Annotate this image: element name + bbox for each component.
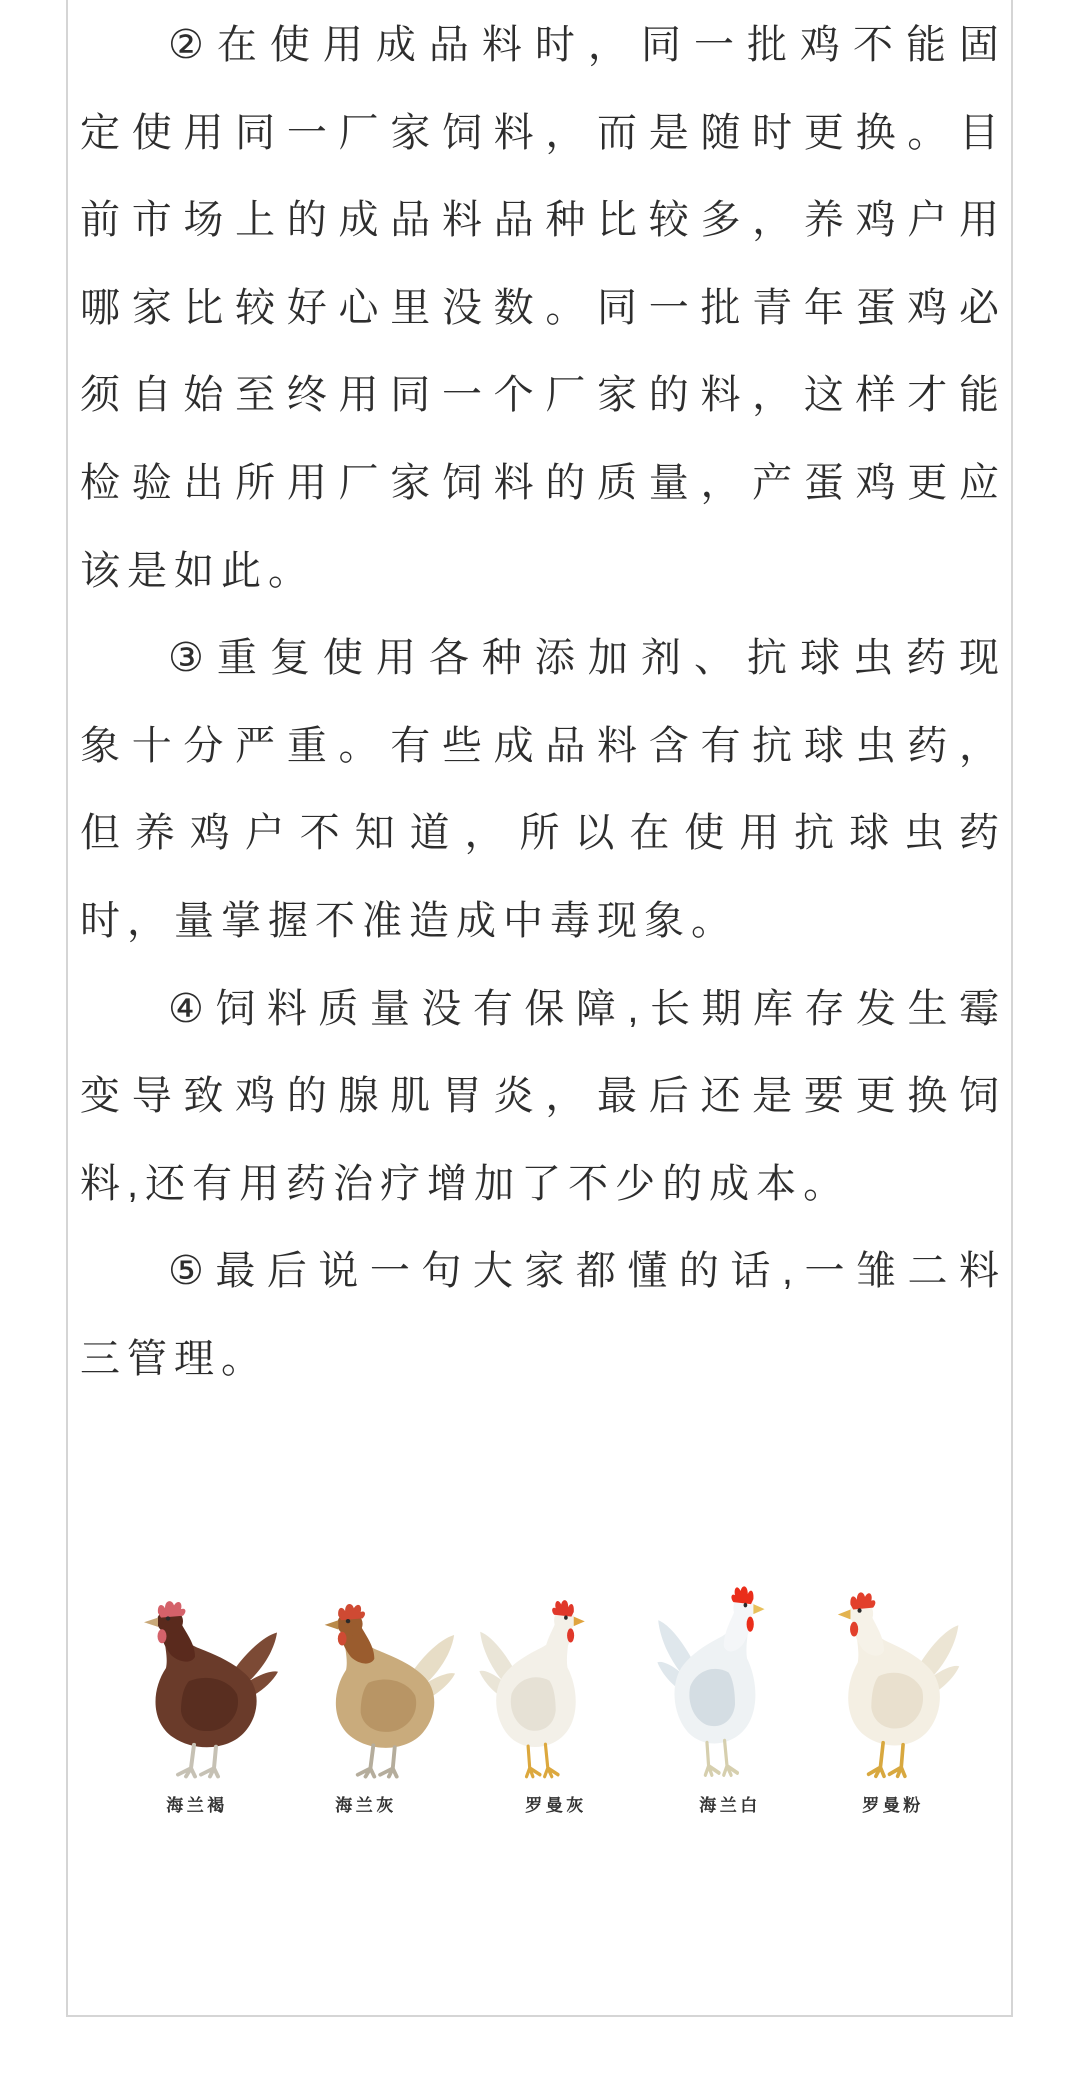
breed-label: 海兰褐	[166, 1796, 228, 1815]
text-line: ⑤最后说一句大家都懂的话,一雏二料	[168, 1249, 1006, 1294]
text-line: 哪家比较好心里没数。同一批青年蛋鸡必	[80, 285, 1006, 330]
text-line: 须自始至终用同一个厂家的料，这样才能	[80, 373, 1006, 418]
text-line: ④饲料质量没有保障,长期库存发生霉	[168, 986, 1006, 1031]
text-line: 时，量掌握不准造成中毒现象。	[80, 898, 738, 943]
article-text	[80, 2, 1006, 1404]
text-line: 该是如此。	[80, 548, 315, 593]
text-line: ②在使用成品料时，同一批鸡不能固	[168, 23, 1006, 67]
text-line: 料,还有用药治疗增加了不少的成本。	[80, 1161, 851, 1206]
text-line: 定使用同一厂家饲料，而是随时更换。目	[80, 110, 1006, 155]
text-line: 前市场上的成品料品种比较多，养鸡户用	[80, 198, 1006, 243]
text-line: 但养鸡户不知道，所以在使用抗球虫药	[80, 811, 1006, 856]
text-line: 象十分严重。有些成品料含有抗球虫药，	[80, 723, 1006, 768]
text-line: 三管理。	[80, 1336, 268, 1381]
text-line: 变导致鸡的腺肌胃炎，最后还是要更换饲	[80, 1074, 1006, 1119]
breed-label: 罗曼粉	[862, 1796, 924, 1815]
breed-label: 罗曼灰	[525, 1796, 587, 1815]
breed-label: 海兰白	[699, 1796, 761, 1815]
breed-label: 海兰灰	[335, 1796, 397, 1815]
text-line: 检验出所用厂家饲料的质量，产蛋鸡更应	[80, 460, 1006, 505]
text-line: ③重复使用各种添加剂、抗球虫药现	[168, 636, 1006, 681]
